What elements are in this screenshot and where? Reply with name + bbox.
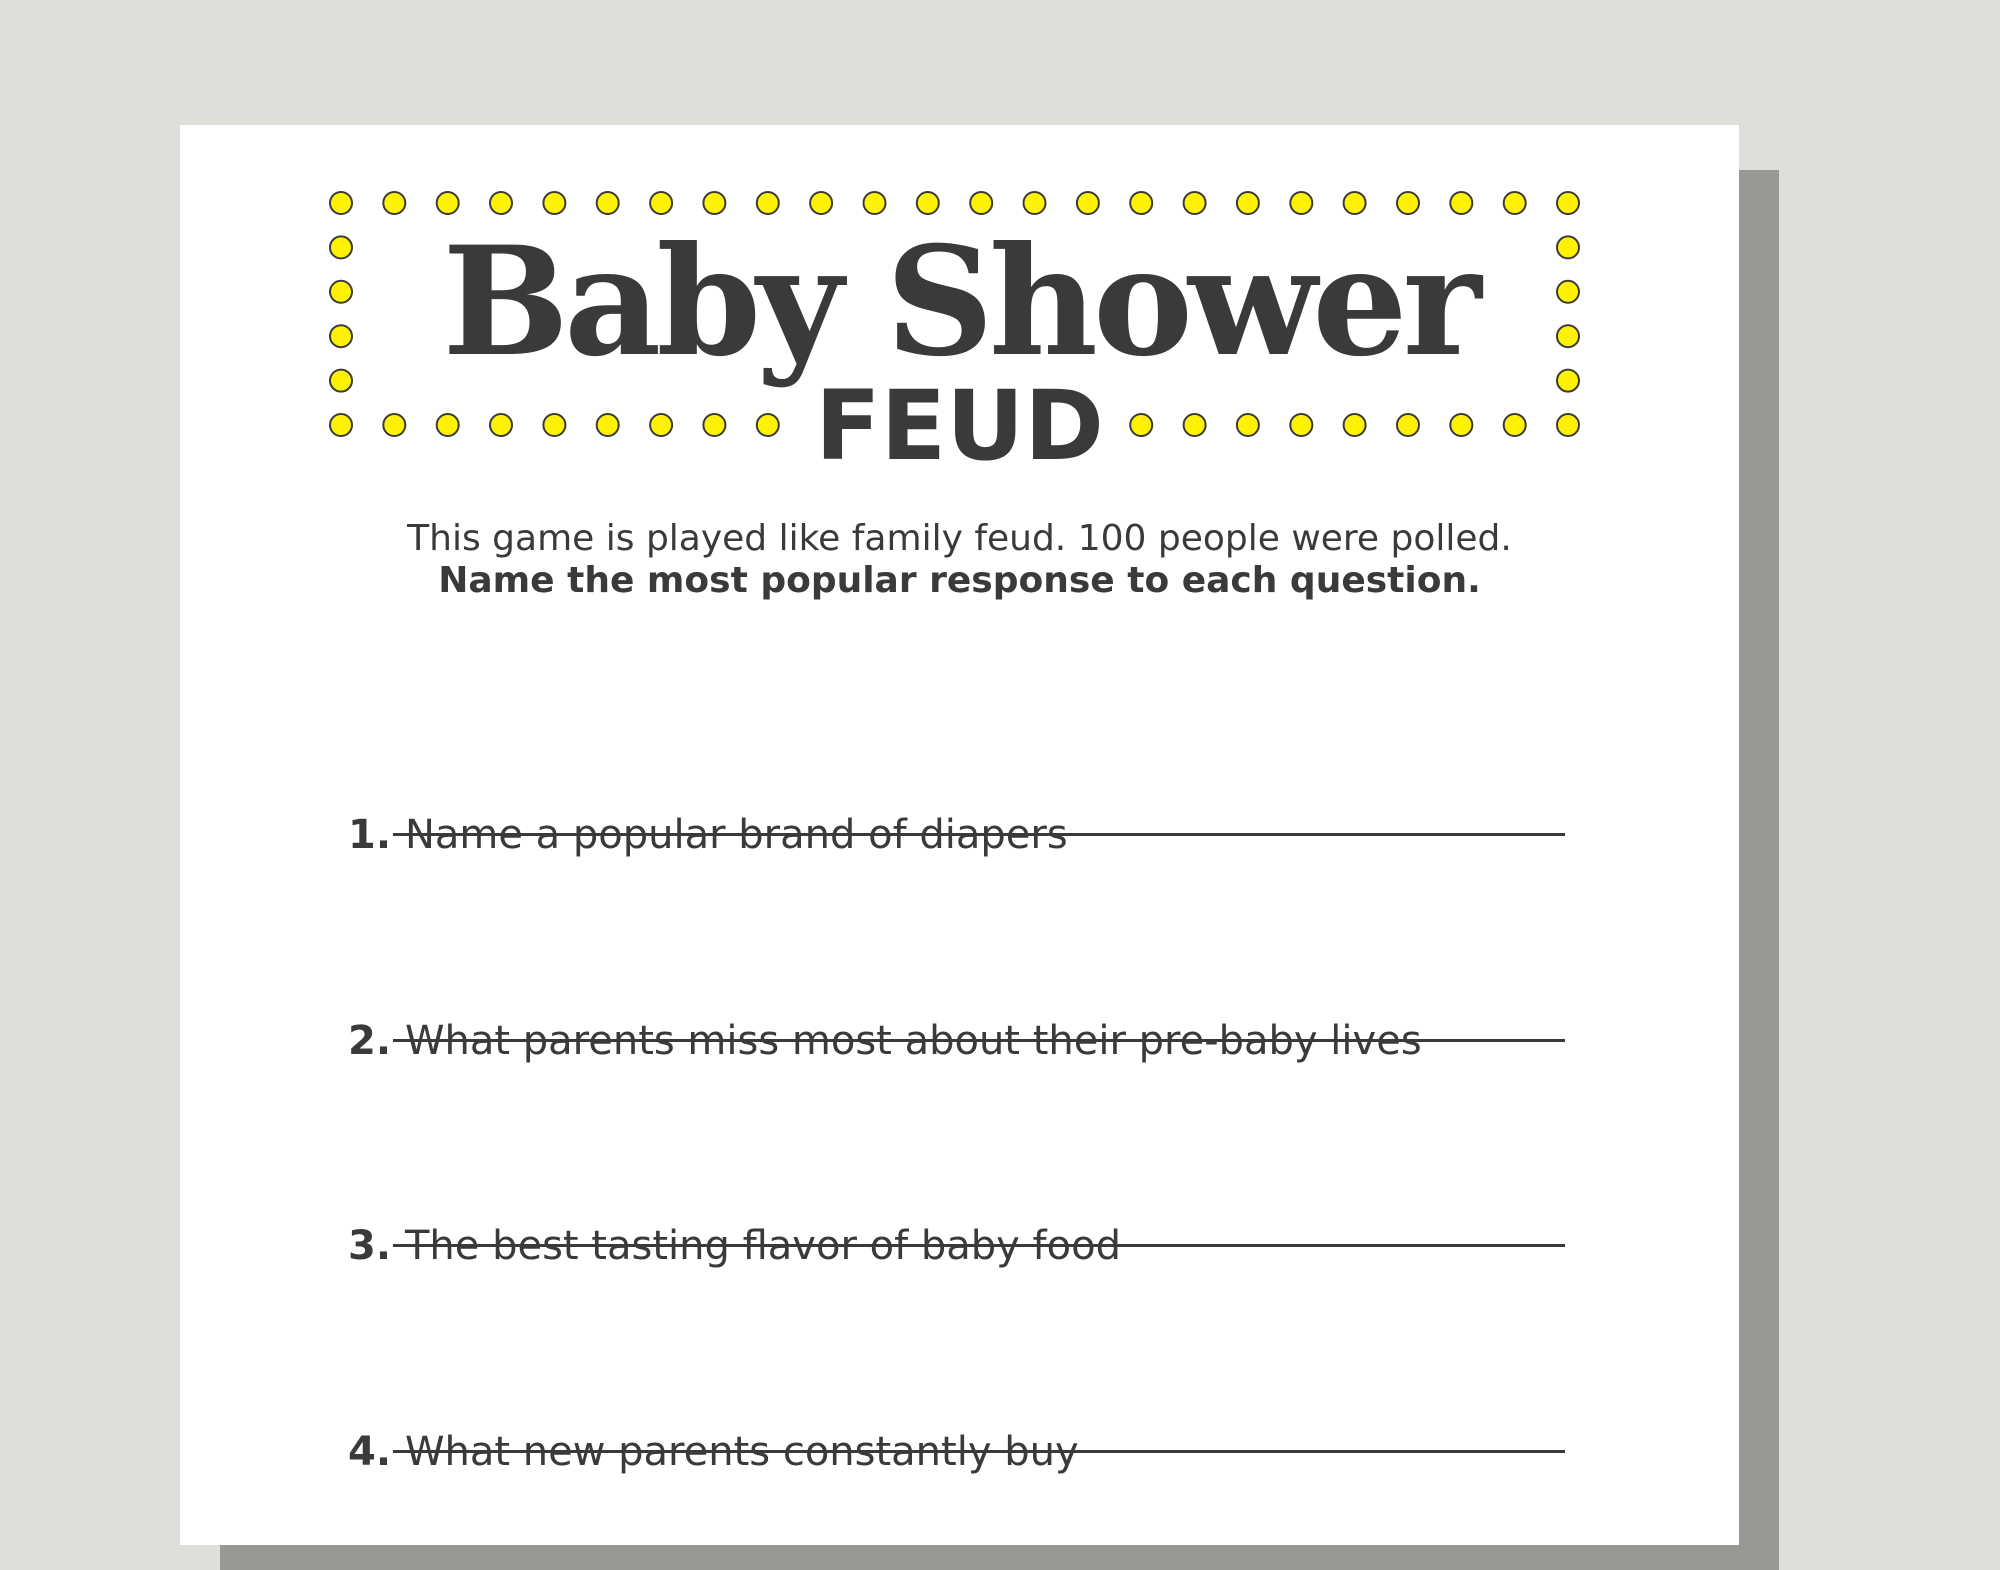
answer-line-2[interactable] [393, 1039, 1565, 1042]
marquee-light-dot [383, 192, 405, 214]
marquee-light-dot [917, 192, 939, 214]
marquee-light-dot [810, 192, 832, 214]
marquee-light-dot [970, 192, 992, 214]
marquee-light-dot [1344, 192, 1366, 214]
marquee-light-dot [330, 192, 352, 214]
marquee-light-dot [1397, 192, 1419, 214]
page-subtitle: FEUD [815, 370, 1104, 482]
question-text: The best tasting flavor of baby food [404, 1223, 1121, 1269]
marquee-light-dot [597, 192, 619, 214]
answer-line-3[interactable] [393, 1244, 1565, 1247]
marquee-light-dot [490, 192, 512, 214]
marquee-light-dot [1077, 192, 1099, 214]
question-number: 2. [348, 1018, 405, 1064]
marquee-light-dot [650, 192, 672, 214]
question-number: 4. [348, 1429, 405, 1475]
marquee-light-dot [1130, 192, 1152, 214]
question-text: What parents miss most about their pre-baby lives [404, 1018, 1422, 1064]
instructions [350, 518, 1569, 602]
marquee-light-dot [1237, 192, 1259, 214]
instructions-bold-text: Name the most popular response to each question. [438, 560, 1481, 601]
marquee-light-dot [1290, 192, 1312, 214]
marquee-light-dot [1450, 192, 1472, 214]
marquee-light-dot [437, 192, 459, 214]
marquee-light-dot [1504, 192, 1526, 214]
marquee-light-dot [1184, 192, 1206, 214]
marquee-light-dot [1024, 192, 1046, 214]
question-text: What new parents constantly buy [404, 1429, 1079, 1475]
answer-line-1[interactable] [393, 833, 1565, 836]
question-number: 1. [348, 812, 405, 858]
worksheet-page [180, 125, 1739, 1545]
question-number: 3. [348, 1223, 405, 1269]
page-title: Baby Shower [442, 214, 1477, 390]
answer-line-4[interactable] [393, 1450, 1565, 1453]
instructions-text: This game is played like family feud. 100 people were polled. [407, 518, 1512, 559]
marquee-light-dot [1557, 192, 1579, 214]
marquee-light-dot [543, 192, 565, 214]
marquee-light-dot [703, 192, 725, 214]
question-text: Name a popular brand of diapers [404, 812, 1068, 858]
marquee-light-dot [864, 192, 886, 214]
marquee-light-dot [757, 192, 779, 214]
